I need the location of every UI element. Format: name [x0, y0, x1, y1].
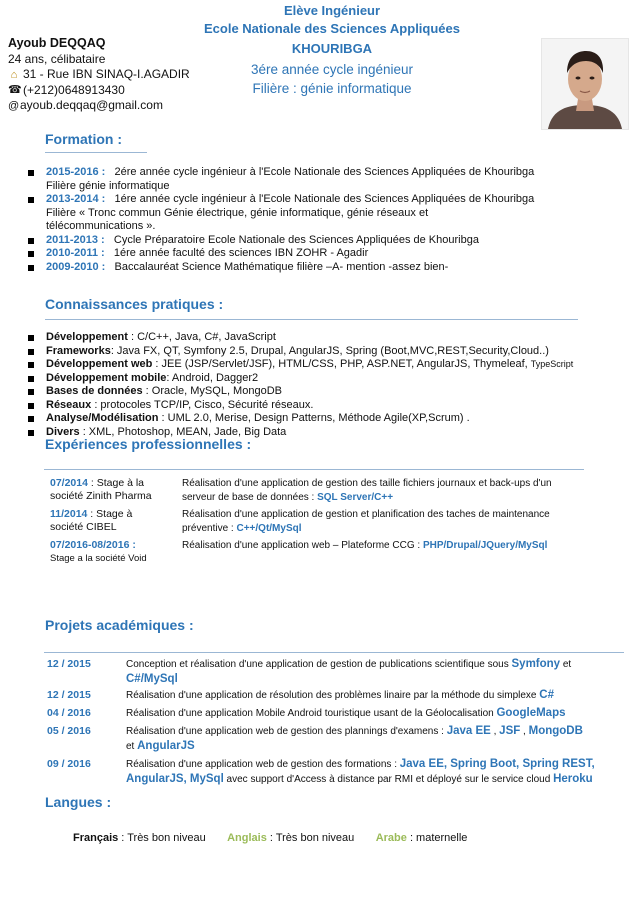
profile-photo	[541, 38, 629, 130]
email-text[interactable]: ayoub.deqqaq@gmail.com	[20, 98, 163, 112]
header-title: Elève Ingénieur	[283, 3, 381, 18]
list-item: 2011-2013 : Cycle Préparatoire Ecole Nationale des Sciences Appliquées de Khouribga	[28, 234, 628, 248]
lang-english: Anglais	[227, 832, 267, 844]
connaissances-list	[28, 331, 628, 439]
list-item: 2013-2014 : 1ére année cycle ingénieur à l'Ecole Nationale des Sciences Appliquées de Khouribga Filière « Tronc commun Génie électrique, génie informatique, génie réseaux et télécommunications ».	[28, 193, 628, 234]
list-item: Réseaux : protocoles TCP/IP, Cisco, Sécurité réseaux.	[28, 399, 628, 413]
portrait-image	[542, 39, 628, 129]
at-icon: @	[8, 99, 20, 112]
section-projets-title: Projets académiques :	[45, 617, 194, 633]
section-connaissances-title: Connaissances pratiques :	[45, 296, 224, 312]
person-name: Ayoub DEQQAQ	[8, 36, 106, 50]
lang-french: Français	[73, 832, 119, 844]
section-langues-title: Langues :	[45, 794, 112, 810]
phone-text: (+212)0648913430	[23, 82, 125, 97]
list-item: Développement web : JEE (JSP/Servlet/JSF), HTML/CSS, PHP, ASP.NET, AngularJS, Thymeleaf, TypeScript	[28, 358, 628, 372]
table-row: 12 / 2015 Réalisation d'une application de résolution des problèmes linaire par la méthode du simplexe C#	[47, 689, 554, 701]
section-experiences-title: Expériences professionnelles :	[45, 436, 252, 452]
list-item: Développement mobile: Android, Dagger2	[28, 372, 628, 386]
header-city: KHOURIBGA	[291, 41, 373, 56]
list-item: 2010-2011 : 1ére année faculté des sciences IBN ZOHR - Agadir	[28, 247, 628, 261]
header-block	[172, 2, 492, 98]
section-formation-title: Formation :	[45, 131, 122, 147]
identity-block	[8, 36, 190, 114]
email-line	[8, 98, 190, 114]
section-connaissances-rule	[45, 319, 578, 320]
list-item: Frameworks: Java FX, QT, Symfony 2.5, Drupal, AngularJS, Spring (Boot,MVC,REST,Security,Cloud..)	[28, 345, 628, 359]
header-year: 3ére année cycle ingénieur	[250, 62, 414, 77]
table-row: 09 / 2016 Réalisation d'une application web de gestion des formations : Java EE, Spring Boot, Spring REST, AngularJS, MySql avec support d'Access à distance par RMI et déployé sur le service cloud Heroku	[47, 758, 595, 785]
phone-line	[8, 83, 190, 99]
experiences-table	[44, 469, 584, 565]
table-row: 12 / 2015 Conception et réalisation d'une application de gestion de publications scientifique sous Symfony et C#/MySql	[47, 658, 572, 685]
list-item: Développement : C/C++, Java, C#, JavaScript	[28, 331, 628, 345]
formation-list	[28, 166, 628, 274]
list-item: Bases de données : Oracle, MySQL, MongoDB	[28, 385, 628, 399]
table-row: 04 / 2016 Réalisation d'une application Mobile Android touristique usant de la Géolocalisation GoogleMaps	[47, 707, 566, 719]
table-row: 07/2014 : Stage à la société Zinith Pharma Réalisation d'une application de gestion des taille fichiers journaux et back-ups d'un serveur de base de données : SQL Server/C++	[50, 477, 552, 503]
languages-row: Français : Très bon niveau Anglais : Très bon niveau Arabe : maternelle	[73, 832, 468, 844]
section-formation-rule	[45, 152, 147, 153]
projects-table	[44, 652, 624, 787]
age-status: 24 ans, célibataire	[8, 51, 106, 66]
list-item: Divers : XML, Photoshop, MEAN, Jade, Big Data	[28, 426, 628, 440]
header-field: Filière : génie informatique	[252, 81, 412, 96]
home-icon: ⌂	[10, 68, 18, 81]
table-row: 07/2016-08/2016 : Stage a la société Void Réalisation d'une application web – Plateforme CCG : PHP/Drupal/JQuery/MySql	[50, 539, 548, 564]
lang-arabic: Arabe	[375, 832, 407, 844]
list-item: 2009-2010 : Baccalauréat Science Mathématique filière –A- mention -assez bien-	[28, 261, 628, 275]
table-row: 11/2014 : Stage à société CIBEL Réalisation d'une application de gestion et planification des taches de maintenance préventive : C++/Qt/MySql	[50, 508, 550, 534]
list-item: 2015-2016 : 2ére année cycle ingénieur à l'Ecole Nationale des Sciences Appliquées de Khouribga Filière génie informatique	[28, 166, 628, 193]
address-text: 31 - Rue IBN SINAQ-I.AGADIR	[23, 67, 190, 81]
list-item: Analyse/Modélisation : UML 2.0, Merise, Design Patterns, Méthode Agile(XP,Scrum) .	[28, 412, 628, 426]
phone-icon: ☎	[8, 84, 22, 97]
address-line	[8, 67, 190, 83]
table-row: 05 / 2016 Réalisation d'une application web de gestion des plannings d'examens : Java EE , JSF , MongoDB et AngularJS	[47, 725, 583, 752]
header-school: Ecole Nationale des Sciences Appliquées	[203, 21, 460, 36]
